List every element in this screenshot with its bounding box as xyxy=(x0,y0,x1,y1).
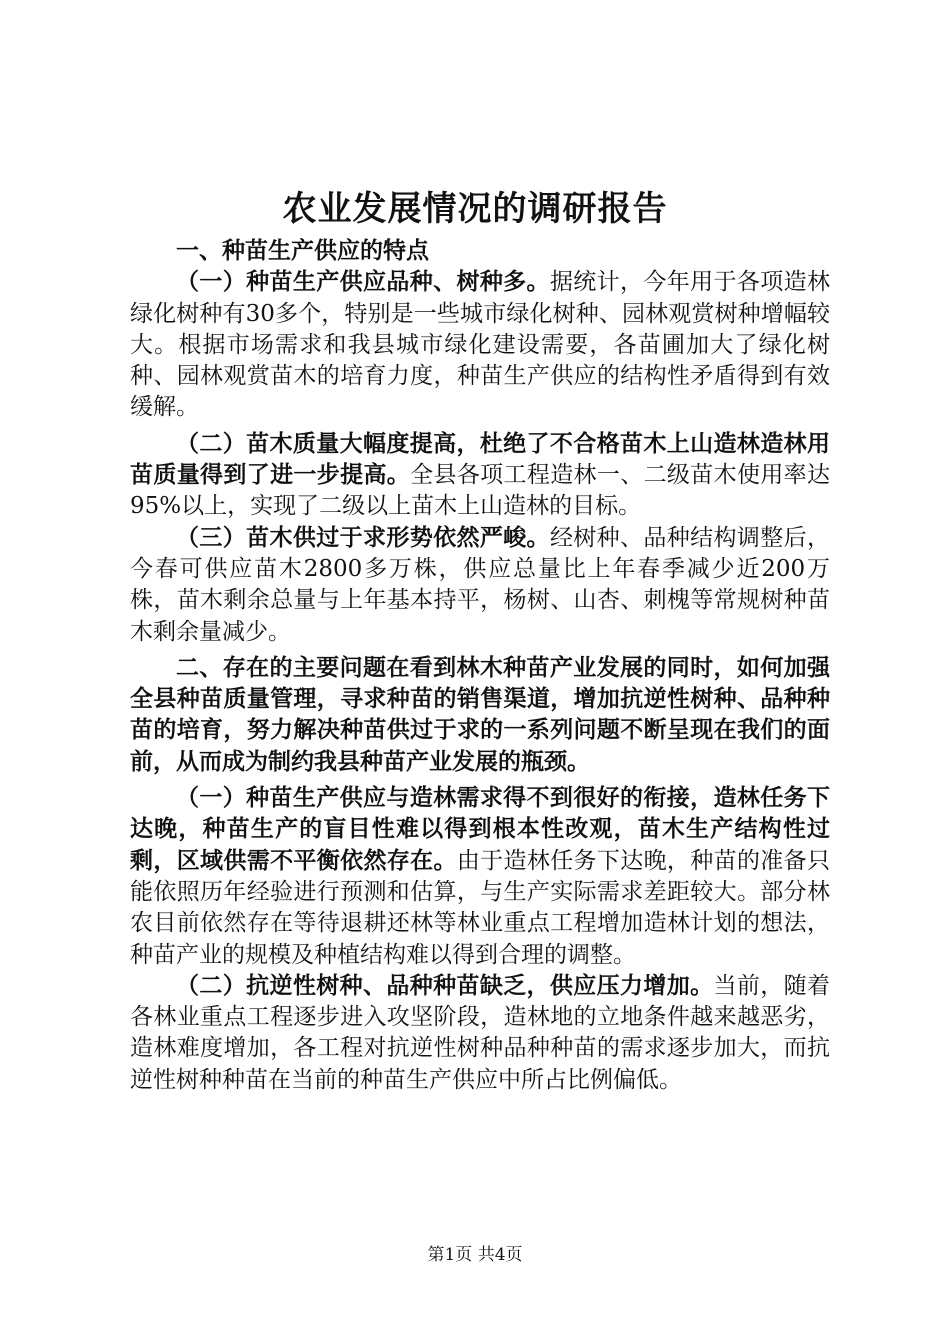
paragraph-lead: （一）种苗生产供应与造林需求得不到很好的衔接，造林任务下达晚，种苗生产的盲目性难以得到根本性改观，苗木生产结构性过剩，区域供需不平衡依然存在。 xyxy=(130,785,830,874)
document-body xyxy=(130,236,830,1096)
paragraph-body: 由于造林任务下达晚，种苗的准备只能依照历年经验进行预测和估算，与生产实际需求差距较大。部分林农目前依然存在等待退耕还林等林业重点工程增加造林计划的想法，种苗产业的规模及种植结构难以得到合理的调整。 xyxy=(130,847,831,968)
page-number-footer: 第1页 共4页 xyxy=(427,1245,523,1265)
paragraph-lead: （二）抗逆性树种、品种种苗缺乏，供应压力增加。 xyxy=(176,972,714,999)
paragraph-lead: （一）种苗生产供应品种、树种多。 xyxy=(176,269,550,296)
paragraph-body: 当前，随着各林业重点工程逐步进入攻坚阶段，造林地的立地条件越来越恶劣，造林难度增加，各工程对抗逆性树种品种种苗的需求逐步加大，而抗逆性树种种苗在当前的种苗生产供应中所占比例偏低。 xyxy=(130,972,831,1093)
section-1-heading: 一、种苗生产供应的特点 xyxy=(176,238,429,264)
section-2-paragraph-1 xyxy=(130,783,830,971)
paragraph-body: 据统计，今年用于各项造林绿化树种有30多个，特别是一些城市绿化树种、园林观赏树种增幅较大。根据市场需求和我县城市绿化建设需要，各苗圃加大了绿化树种、园林观赏苗木的培育力度，种苗生产供应的结构性矛盾得到有效缓解。 xyxy=(130,269,831,421)
section-2-paragraph: 二、存在的主要问题在看到林木种苗产业发展的同时，如何加强全县种苗质量管理，寻求种苗的销售渠道，增加抗逆性树种、品种种苗的培育，努力解决种苗供过于求的一系列问题不断呈现在我们的面前，从而成为制约我县种苗产业发展的瓶颈。 xyxy=(130,654,830,775)
paragraph-lead: （三）苗木供过于求形势依然严峻。 xyxy=(176,524,550,551)
page-title: 农业发展情况的调研报告 xyxy=(282,189,668,229)
section-2-paragraph-2 xyxy=(130,971,830,1096)
paragraph-lead: （二）苗木质量大幅度提高，杜绝了不合格苗木上山造林造林用苗质量得到了进一步提高。 xyxy=(130,430,830,489)
section-1-paragraph-1 xyxy=(130,267,830,423)
section-1-paragraph-2 xyxy=(130,429,830,523)
paragraph-body: 全县各项工程造林一、二级苗木使用率达95%以上，实现了二级以上苗木上山造林的目标。 xyxy=(130,462,831,520)
paragraph-body: 经树种、品种结构调整后，今春可供应苗木2800多万株，供应总量比上年春季减少近200万株，苗木剩余总量与上年基本持平，杨树、山杏、刺槐等常规树种苗木剩余量减少。 xyxy=(130,524,831,645)
section-1-paragraph-3 xyxy=(130,523,830,648)
